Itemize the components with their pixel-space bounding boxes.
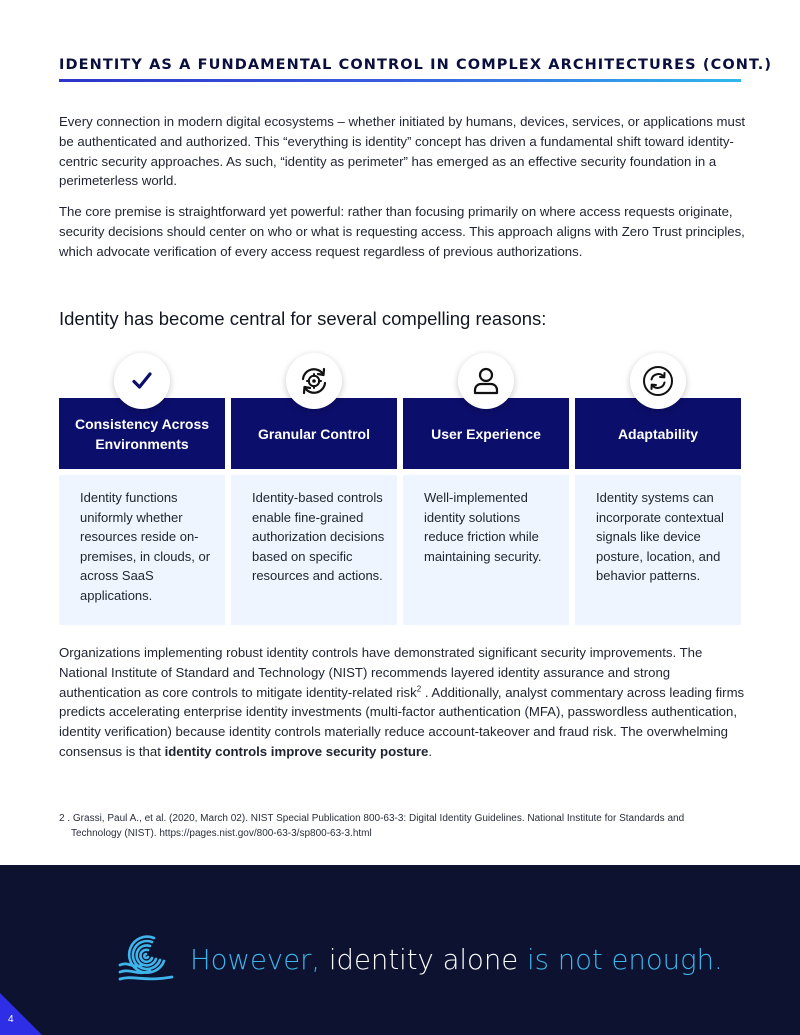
- card-text: Identity-based controls enable fine-grained authorization decisions based on specific resources and actions.: [231, 475, 397, 625]
- banner-content: [118, 931, 723, 988]
- checkmark-icon: [114, 353, 170, 409]
- fingerprint-wave-logo-icon: [118, 931, 174, 988]
- refresh-icon: [630, 353, 686, 409]
- reason-card-user-experience: [403, 398, 569, 625]
- page-corner-triangle: [0, 993, 42, 1035]
- section-title: IDENTITY AS A FUNDAMENTAL CONTROL IN COMPLEX ARCHITECTURES (CONT.): [59, 57, 773, 73]
- user-icon: [458, 353, 514, 409]
- reasons-cards: [59, 398, 741, 625]
- tagline-part-3: is not enough.: [526, 943, 723, 976]
- footnote-ref: 2: [416, 684, 422, 694]
- card-title: Granular Control: [231, 398, 397, 469]
- card-title: Adaptability: [575, 398, 741, 469]
- card-text: Identity systems can incorporate contextual signals like device posture, location, and behavior patterns.: [575, 475, 741, 625]
- closing-text-2: . Additionally, analyst commentary across leading firms predicts accelerating enterprise identity investments (multi-factor authentication (MFA), passwordless authentication, identity verification) because identity controls materially reduce account-takeover and fraud risk. The overwhelming consensus is that: [59, 684, 745, 759]
- intro-paragraph-2: The core premise is straightforward yet powerful: rather than focusing primarily on where access requests originate, security decisions should center on who or what is requesting access. This approach aligns with Zero Trust principles, which advocate verification of every access request regardless of previous authorizations.: [59, 204, 745, 259]
- card-title: User Experience: [403, 398, 569, 469]
- card-title: Consistency Across Environments: [59, 398, 225, 469]
- intro-paragraph-1: Every connection in modern digital ecosystems – whether initiated by humans, devices, services, or applications must be authenticated and authorized. This “everything is identity” concept has driven a fundamental shift toward identity-centric security approaches. As such, “identity as perimeter” has emerged as an effective security foundation in a perimeterless world.: [59, 114, 746, 189]
- title-gradient-rule: [59, 79, 741, 82]
- closing-text-1: Organizations implementing robust identity controls have demonstrated significant security improvements. The National Institute of Standard and Technology (NIST) recommends layered identity assurance and strong authentication as core controls to mitigate identity-related risk: [59, 645, 703, 700]
- reason-card-granular: [231, 398, 397, 625]
- tagline-part-2: identity alone: [320, 943, 527, 976]
- tagline-part-1: However,: [190, 943, 321, 976]
- gear-refresh-icon: [286, 353, 342, 409]
- closing-banner: [0, 865, 800, 1035]
- reason-card-consistency: [59, 398, 225, 625]
- closing-paragraph: [59, 643, 749, 762]
- card-text: Identity functions uniformly whether resources reside on-premises, in clouds, or across SaaS applications.: [59, 475, 225, 625]
- closing-emphasis: identity controls improve security posture: [164, 743, 429, 759]
- reasons-heading: Identity has become central for several compelling reasons:: [59, 308, 547, 329]
- footnote: [59, 812, 749, 841]
- card-text: Well-implemented identity solutions reduce friction while maintaining security.: [403, 475, 569, 625]
- footnote-line-2: Technology (NIST). https://pages.nist.gov/800-63-3/sp800-63-3.html: [71, 827, 372, 839]
- banner-tagline: [190, 944, 723, 976]
- reason-card-adaptability: [575, 398, 741, 625]
- closing-end: .: [428, 743, 433, 759]
- page-number: 4: [8, 1014, 14, 1025]
- footnote-line-1: 2 . Grassi, Paul A., et al. (2020, March 02). NIST Special Publication 800-63-3: Digital Identity Guidelines. National Institute for Standards and: [59, 813, 685, 824]
